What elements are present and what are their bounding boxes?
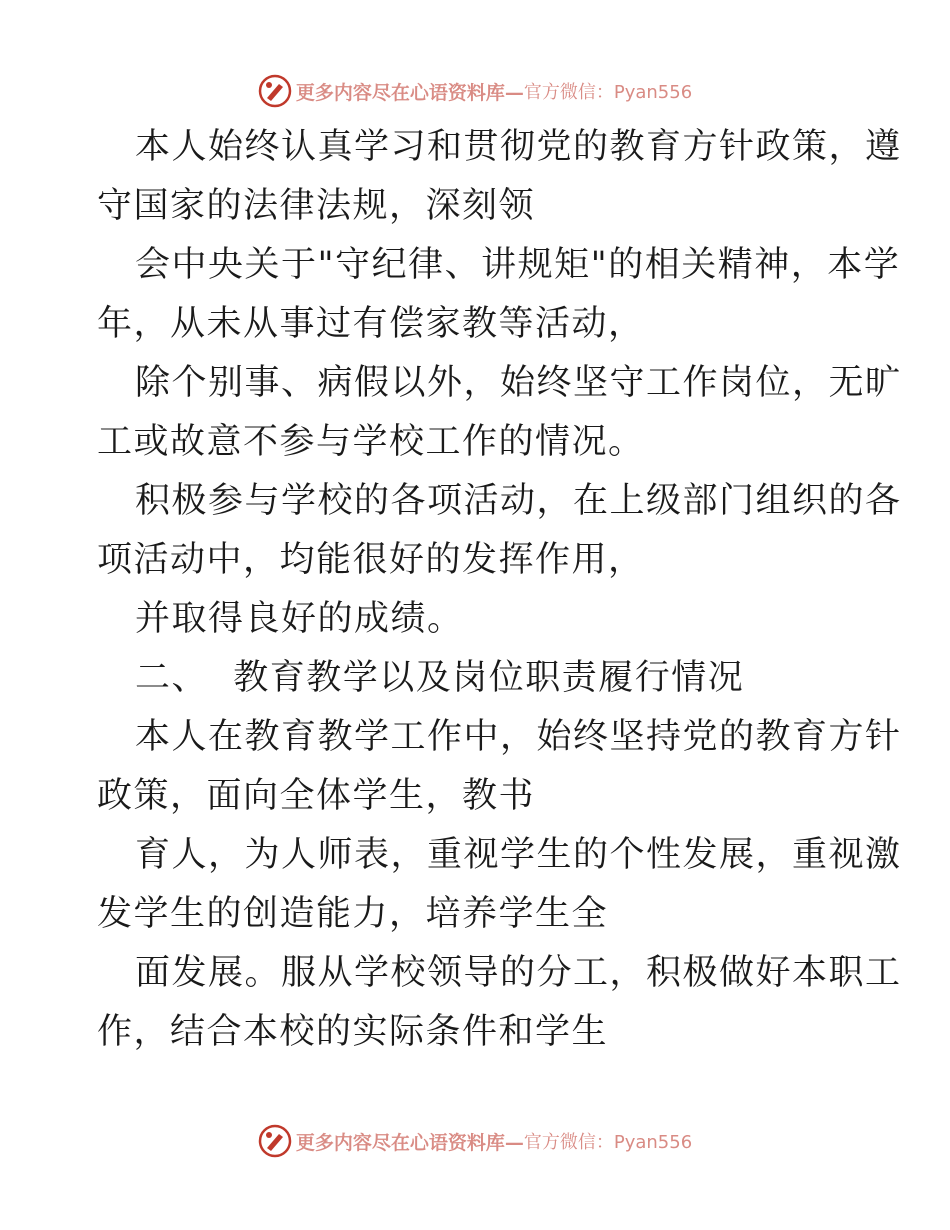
text-line: 工或故意不参与学校工作的情况。 [97,422,645,462]
text-line: 本人在教育教学工作中，始终坚持党的教育方针 [135,717,902,757]
header-banner [0,71,950,111]
wechat-text: 官方微信：Pyan556 [523,82,693,103]
footer-banner [0,1121,950,1161]
text-line: 会中央关于"守纪律、讲规矩"的相关精神，本学 [135,245,901,285]
text-line: 政策，面向全体学生，教书 [97,776,536,816]
text-line: 发学生的创造能力，培养学生全 [97,894,609,934]
text-line: 面发展。服从学校领导的分工，积极做好本职工 [135,953,902,993]
text-line: 作，结合本校的实际条件和学生 [97,1012,609,1052]
text-line: 育人，为人师表，重视学生的个性发展，重视激 [135,835,902,875]
text-line: 除个别事、病假以外，始终坚守工作岗位，无旷 [135,363,902,403]
wechat-text: 官方微信：Pyan556 [523,1132,693,1153]
text-line: 并取得良好的成绩。 [135,599,464,639]
text-line: 积极参与学校的各项活动，在上级部门组织的各 [135,481,902,521]
document-body [97,118,902,1062]
text-line: 项活动中，均能很好的发挥作用， [97,540,645,580]
text-line: 本人始终认真学习和贯彻党的教育方针政策，遵 [135,127,902,167]
text-line: 年，从未从事过有偿家教等活动， [97,304,645,344]
site-name-text: 更多内容尽在心语资料库— [295,81,524,104]
section-heading: 二、 教育教学以及岗位职责履行情况 [135,658,745,698]
logo-icon [258,74,292,108]
logo-icon [258,1124,292,1158]
site-name-text: 更多内容尽在心语资料库— [295,1131,524,1154]
text-line: 守国家的法律法规，深刻领 [97,186,536,226]
